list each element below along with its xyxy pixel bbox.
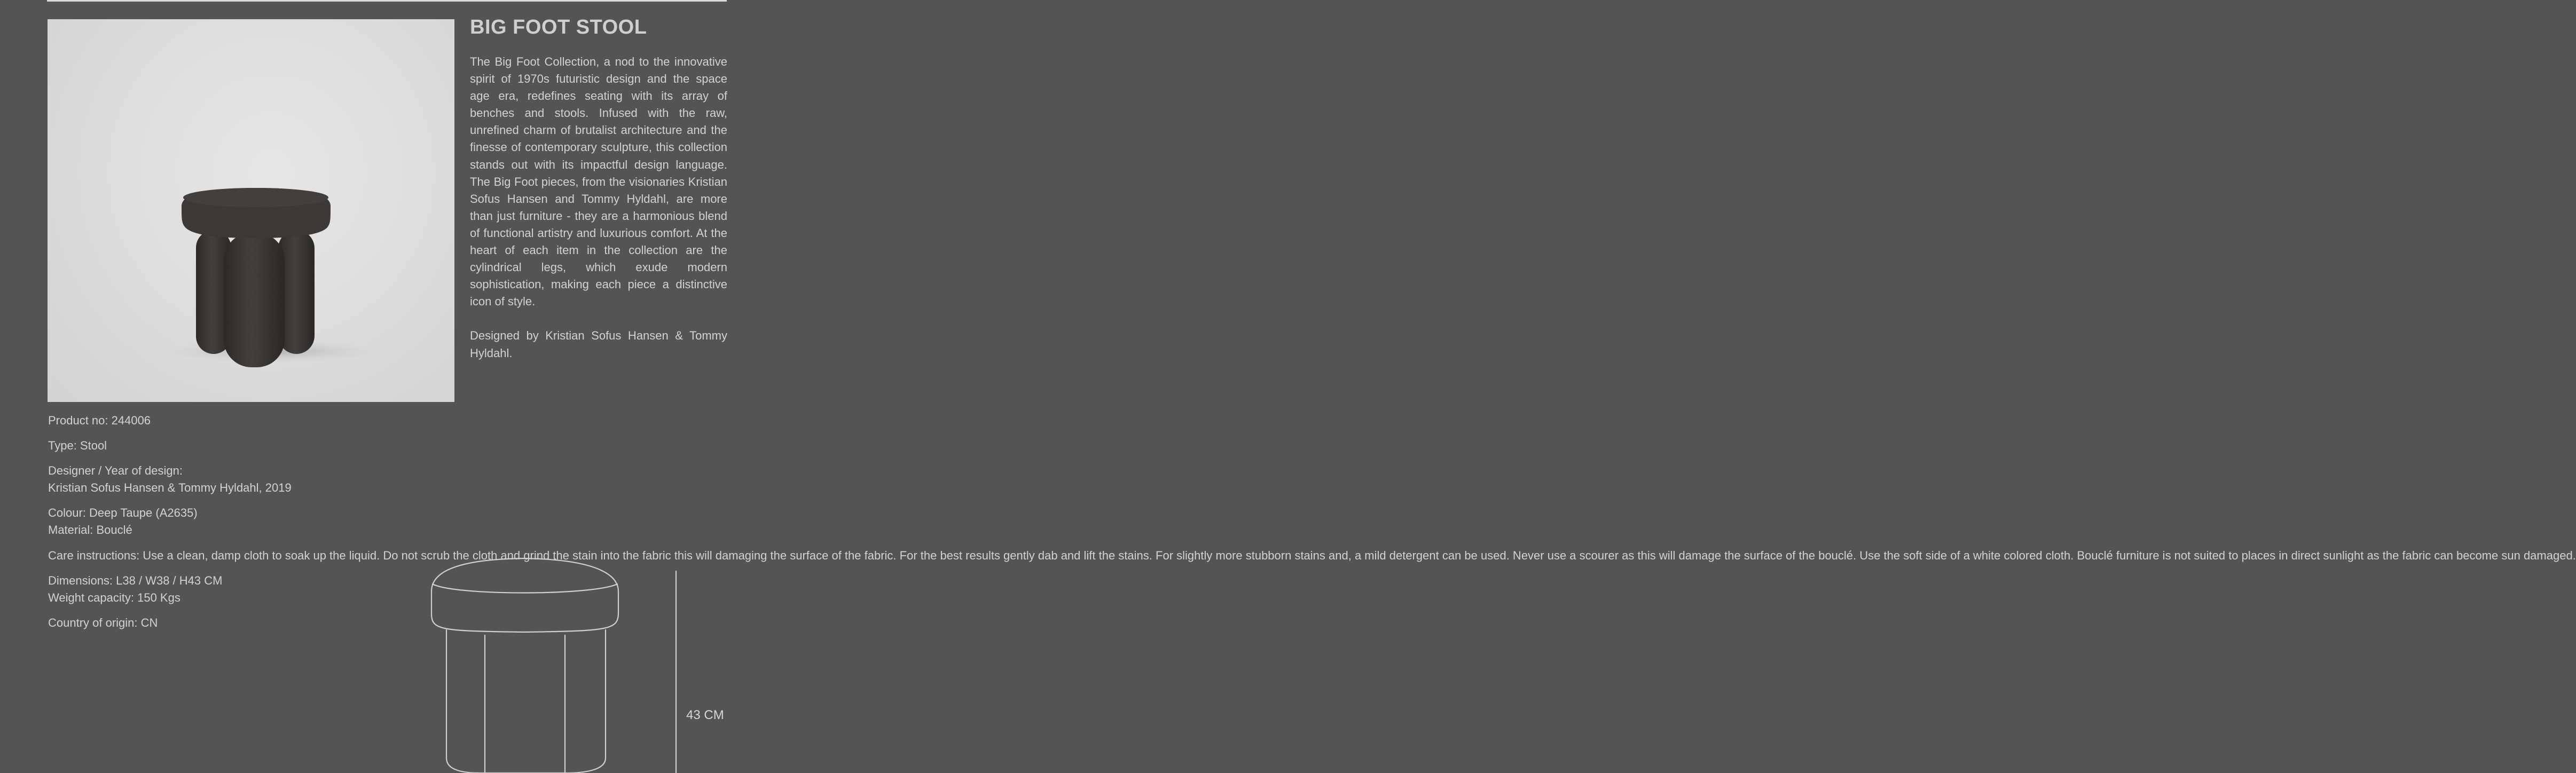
care-instructions: Care instructions: Use a clean, damp cloth to soak up the liquid. Do not scrub the cloth and grind the stain into the fabric this will damaging the surface of the fabric. For the best results gently dab and lift the stains. For slightly more stubborn stains and, a mild detergent can be used. Never use a scourer as this will damage the surface of the bouclé. Use the soft side of a white colored cloth. Bouclé furniture is not suited to places in direct sunlight as the fabric can become sun damaged.: [48, 548, 2576, 562]
product-title: BIG FOOT STOOL: [470, 16, 647, 38]
product-number: Product no: 244006: [48, 414, 151, 427]
drawing-seat-outline: [431, 558, 618, 632]
product-photo: [48, 19, 454, 402]
stool-leg-front: [224, 233, 285, 367]
product-description: The Big Foot Collection, a nod to the innovative spirit of 1970s futuristic design and the space age era, redefines seating with its array of benches and stools. Infused with the raw, unrefined charm of brutalist architecture and the finesse of contemporary sculpture, this collection stands out with its impactful design language. The Big Foot pieces, from the visionaries Kristian Sofus Hansen and Tommy Hyldahl, are more than just furniture - they are a harmonious blend of functional artistry and luxurious comfort. At the heart of each item in the collection are the cylindrical legs, which exude modern sophistication, making each piece a distinctive icon of style.: [470, 55, 727, 309]
dimensions: Dimensions: L38 / W38 / H43 CM: [48, 573, 223, 587]
height-dimension-label: 43 CM: [686, 708, 724, 722]
stool-photo-illustration: [48, 19, 454, 402]
spec-list: [48, 412, 2576, 640]
colour: Colour: Deep Taupe (A2635): [48, 506, 198, 520]
designed-by: Designed by Kristian Sofus Hansen & Tommy Hyldahl.: [470, 329, 727, 360]
stool-seat-top: [183, 188, 328, 207]
drawing-legs-outline: [446, 630, 606, 773]
designer-value: Kristian Sofus Hansen & Tommy Hyldahl, 2019: [48, 481, 292, 495]
drawing-seat-rim: [433, 584, 617, 593]
designer-label: Designer / Year of design:: [48, 464, 183, 478]
product-type: Type: Stool: [48, 439, 107, 453]
stool-line-drawing: [422, 550, 689, 773]
top-rule: [47, 0, 727, 2]
country-of-origin: Country of origin: CN: [48, 616, 158, 629]
product-description-block: [470, 53, 727, 379]
weight-capacity: Weight capacity: 150 Kgs: [48, 590, 180, 604]
material: Material: Bouclé: [48, 523, 132, 537]
